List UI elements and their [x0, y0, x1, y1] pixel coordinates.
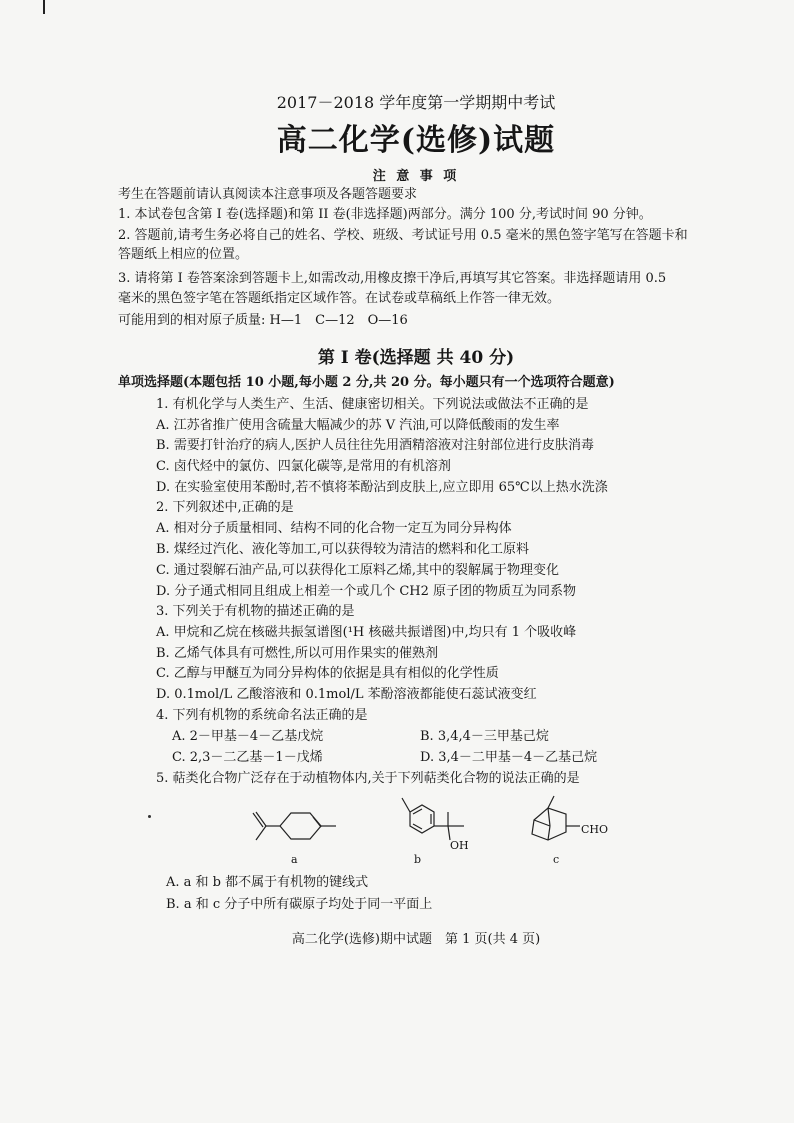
structure-b-diagram	[390, 790, 490, 855]
structure-c-label: c	[553, 853, 560, 866]
question-stem: 3. 下列关于有机物的描述正确的是	[156, 604, 355, 619]
question-stem: 1. 有机化学与人类生产、生活、健康密切相关。下列说法或做法不正确的是	[156, 397, 589, 412]
option: B. 需要打针治疗的病人,医护人员往往先用酒精溶液对注射部位进行皮肤消毒	[156, 438, 594, 453]
section-instruction: 单项选择题(本题包括 10 小题,每小题 2 分,共 20 分。每小题只有一个选项符合题意)	[118, 375, 615, 390]
atomic-mass-note: 可能用到的相对原子质量: H—1 C—12 O—16	[118, 313, 408, 328]
structure-b-label: b	[414, 853, 422, 866]
option: C. 卤代烃中的氯仿、四氯化碳等,是常用的有机溶剂	[156, 459, 451, 474]
option: B. a 和 c 分子中所有碳原子均处于同一平面上	[166, 897, 433, 912]
option: B. 3,4,4－三甲基己烷	[420, 729, 549, 744]
option: D. 分子通式相同且组成上相差一个或几个 CH2 原子团的物质互为同系物	[156, 584, 577, 599]
option: C. 2,3－二乙基－1－戊烯	[172, 750, 323, 765]
structure-a-diagram	[238, 800, 348, 852]
exam-term: 2017－2018 学年度第一学期期中考试	[276, 93, 556, 112]
option: A. 甲烷和乙烷在核磁共振氢谱图(¹H 核磁共振谱图)中,均只有 1 个吸收峰	[156, 625, 577, 640]
scan-speck	[148, 815, 151, 818]
option: B. 乙烯气体具有可燃性,所以可用作果实的催熟剂	[156, 646, 438, 661]
section-title: 第 I 卷(选择题 共 40 分)	[317, 348, 515, 368]
option: D. 在实验室使用苯酚时,若不慎将苯酚沾到皮肤上,应立即用 65℃以上热水洗涤	[156, 480, 608, 495]
option: D. 0.1mol/L 乙酸溶液和 0.1mol/L 苯酚溶液都能使石蕊试液变红	[156, 687, 537, 702]
structure-a-label: a	[291, 853, 298, 866]
option: A. 相对分子质量相同、结构不同的化合物一定互为同分异构体	[156, 521, 512, 536]
structure-c-diagram	[520, 790, 590, 852]
structure-c-cho-group: CHO	[581, 823, 609, 836]
option: C. 乙醇与甲醚互为同分异构体的依据是具有相似的化学性质	[156, 666, 499, 681]
notice-item: 答题纸上相应的位置。	[118, 247, 249, 262]
notice-intro: 考生在答题前请认真阅读本注意事项及各题答题要求	[118, 187, 418, 202]
question-stem: 4. 下列有机物的系统命名法正确的是	[156, 708, 368, 723]
structure-b-oh-group: OH	[450, 839, 469, 852]
notice-item: 2. 答题前,请考生务必将自己的姓名、学校、班级、考试证号用 0.5 毫米的黑色签字笔写在答题卡和	[118, 228, 688, 243]
notice-item: 毫米的黑色签字笔在答题纸指定区域作答。在试卷或草稿纸上作答一律无效。	[118, 291, 561, 306]
question-stem: 5. 萜类化合物广泛存在于动植物体内,关于下列萜类化合物的说法正确的是	[156, 771, 580, 786]
page-footer: 高二化学(选修)期中试题 第 1 页(共 4 页)	[291, 932, 541, 947]
option: A. a 和 b 都不属于有机物的键线式	[166, 875, 369, 890]
question-stem: 2. 下列叙述中,正确的是	[156, 500, 294, 515]
notice-item: 1. 本试卷包含第 I 卷(选择题)和第 II 卷(非选择题)两部分。满分 100 分,考试时间 90 分钟。	[118, 207, 652, 222]
notice-item: 3. 请将第 I 卷答案涂到答题卡上,如需改动,用橡皮擦干净后,再填写其它答案。非选择题请用 0.5	[118, 271, 667, 286]
option: B. 煤经过汽化、液化等加工,可以获得较为清洁的燃料和化工原料	[156, 542, 529, 557]
option: A. 2－甲基－4－乙基戊烷	[172, 729, 324, 744]
option: C. 通过裂解石油产品,可以获得化工原料乙烯,其中的裂解属于物理变化	[156, 563, 560, 578]
notice-heading: 注 意 事 项	[372, 169, 460, 184]
option: A. 江苏省推广使用含硫量大幅减少的苏 V 汽油,可以降低酸雨的发生率	[156, 418, 560, 433]
option: D. 3,4－二甲基－4－乙基己烷	[420, 750, 598, 765]
scan-mark	[43, 0, 45, 14]
exam-title: 高二化学(选修)试题	[276, 123, 556, 158]
